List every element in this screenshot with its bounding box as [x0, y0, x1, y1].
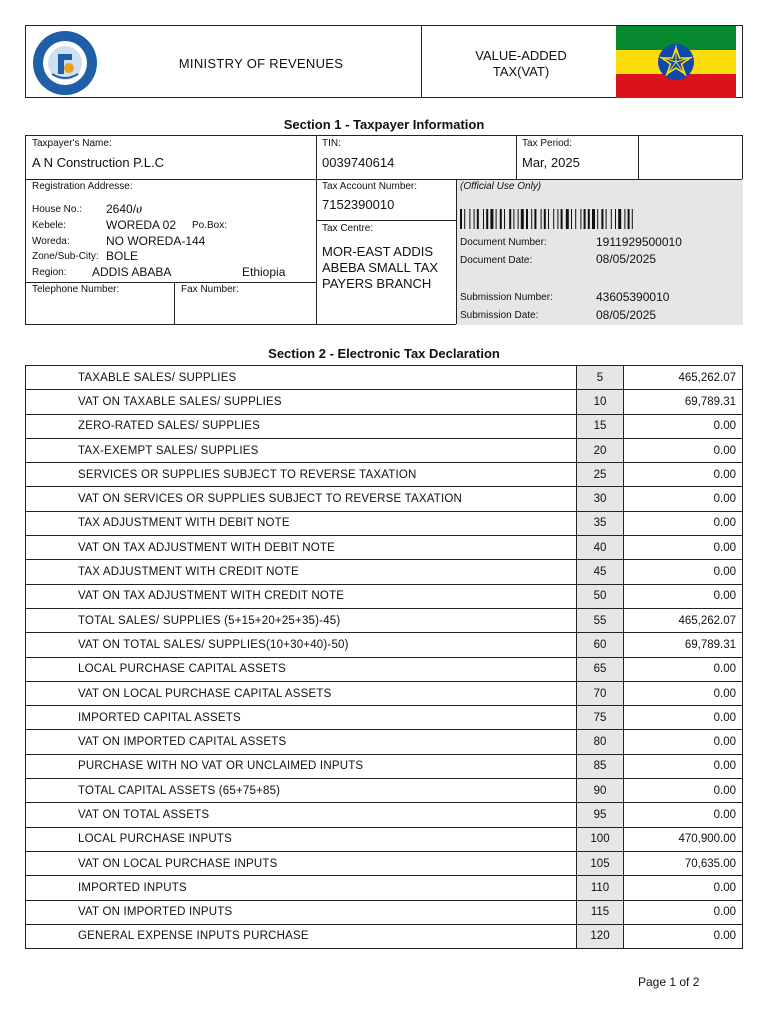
row-amount: 0.00 [624, 681, 743, 705]
pobox-label: Po.Box: [192, 220, 228, 231]
fax-label: Fax Number: [181, 284, 239, 295]
tax-centre-label: Tax Centre: [322, 223, 374, 234]
row-code: 45 [577, 560, 624, 584]
taxpayer-info-box [25, 135, 743, 325]
row-code: 110 [577, 876, 624, 900]
taxpayer-name: A N Construction P.L.C [32, 155, 164, 170]
table-row [26, 511, 743, 535]
row-description: VAT ON LOCAL PURCHASE INPUTS [26, 851, 577, 875]
row-amount: 0.00 [624, 511, 743, 535]
row-code: 60 [577, 633, 624, 657]
row-amount: 0.00 [624, 706, 743, 730]
table-row [26, 706, 743, 730]
ministry-name: MINISTRY OF REVENUES [178, 56, 344, 71]
tin-label: TIN: [322, 138, 341, 149]
kebele-value: WOREDA 02 [106, 218, 177, 232]
table-row [26, 779, 743, 803]
table-row [26, 608, 743, 632]
row-code: 65 [577, 657, 624, 681]
submission-number-label: Submission Number: [460, 292, 553, 303]
taxpayer-name-label: Taxpayer's Name: [32, 138, 112, 149]
row-description: VAT ON IMPORTED INPUTS [26, 900, 577, 924]
tax-centre-line-3: PAYERS BRANCH [322, 276, 432, 291]
row-description: GENERAL EXPENSE INPUTS PURCHASE [26, 924, 577, 948]
row-amount: 0.00 [624, 560, 743, 584]
row-description: PURCHASE WITH NO VAT OR UNCLAIMED INPUTS [26, 754, 577, 778]
row-amount: 69,789.31 [624, 390, 743, 414]
section-2-title: Section 2 - Electronic Tax Declaration [268, 346, 500, 361]
row-code: 75 [577, 706, 624, 730]
house-no-value: 2640/ሀ [106, 202, 143, 216]
submission-number-value: 43605390010 [596, 290, 670, 304]
row-code: 95 [577, 803, 624, 827]
row-code: 50 [577, 584, 624, 608]
row-description: VAT ON TOTAL SALES/ SUPPLIES(10+30+40)-50) [26, 633, 577, 657]
table-row [26, 463, 743, 487]
country-value: Ethiopia [242, 265, 286, 279]
row-code: 80 [577, 730, 624, 754]
row-amount: 0.00 [624, 414, 743, 438]
row-amount: 0.00 [624, 584, 743, 608]
row-description: ZERO-RATED SALES/ SUPPLIES [26, 414, 577, 438]
region-value: ADDIS ABABA [92, 265, 172, 279]
row-description: IMPORTED CAPITAL ASSETS [26, 706, 577, 730]
registration-address-label: Registration Addresse: [32, 181, 133, 192]
document-date-label: Document Date: [460, 255, 533, 266]
table-row [26, 900, 743, 924]
row-code: 40 [577, 536, 624, 560]
row-amount: 0.00 [624, 487, 743, 511]
row-code: 90 [577, 779, 624, 803]
row-code: 35 [577, 511, 624, 535]
row-description: VAT ON SERVICES OR SUPPLIES SUBJECT TO REVERSE TAXATION [26, 487, 577, 511]
table-row [26, 803, 743, 827]
table-row [26, 414, 743, 438]
row-amount: 0.00 [624, 463, 743, 487]
telephone-label: Telephone Number: [32, 284, 120, 295]
declaration-table [25, 365, 743, 949]
row-description: VAT ON TAX ADJUSTMENT WITH CREDIT NOTE [26, 584, 577, 608]
page-number: Page 1 of 2 [638, 975, 700, 989]
table-row [26, 924, 743, 948]
document-header [25, 25, 743, 98]
row-code: 10 [577, 390, 624, 414]
table-row [26, 438, 743, 462]
document-number-label: Document Number: [460, 237, 547, 248]
row-description: TAX ADJUSTMENT WITH DEBIT NOTE [26, 511, 577, 535]
row-code: 105 [577, 851, 624, 875]
table-row [26, 366, 743, 390]
row-description: VAT ON LOCAL PURCHASE CAPITAL ASSETS [26, 681, 577, 705]
row-description: IMPORTED INPUTS [26, 876, 577, 900]
row-amount: 0.00 [624, 730, 743, 754]
ethiopia-flag-icon [616, 26, 736, 98]
row-amount: 70,635.00 [624, 851, 743, 875]
row-amount: 0.00 [624, 900, 743, 924]
section-1-title: Section 1 - Taxpayer Information [283, 117, 485, 132]
row-amount: 0.00 [624, 779, 743, 803]
submission-date-value: 08/05/2025 [596, 308, 657, 322]
row-amount: 0.00 [624, 924, 743, 948]
row-code: 30 [577, 487, 624, 511]
row-amount: 465,262.07 [624, 608, 743, 632]
row-code: 5 [577, 366, 624, 390]
row-description: TAX-EXEMPT SALES/ SUPPLIES [26, 438, 577, 462]
row-amount: 0.00 [624, 754, 743, 778]
document-title [456, 48, 586, 80]
row-description: TOTAL SALES/ SUPPLIES (5+15+20+25+35)-45) [26, 608, 577, 632]
row-description: TAX ADJUSTMENT WITH CREDIT NOTE [26, 560, 577, 584]
row-amount: 0.00 [624, 803, 743, 827]
row-code: 20 [577, 438, 624, 462]
row-code: 120 [577, 924, 624, 948]
table-row [26, 584, 743, 608]
row-code: 115 [577, 900, 624, 924]
row-description: LOCAL PURCHASE INPUTS [26, 827, 577, 851]
barcode-icon [460, 209, 732, 229]
table-row [26, 681, 743, 705]
submission-date-label: Submission Date: [460, 310, 539, 321]
row-description: TOTAL CAPITAL ASSETS (65+75+85) [26, 779, 577, 803]
title-line-2: TAX(VAT) [492, 64, 550, 79]
row-amount: 0.00 [624, 438, 743, 462]
row-description: VAT ON TAXABLE SALES/ SUPPLIES [26, 390, 577, 414]
row-amount: 470,900.00 [624, 827, 743, 851]
zone-label: Zone/Sub-City: [32, 251, 99, 262]
tax-centre-line-2: ABEBA SMALL TAX [322, 260, 439, 275]
table-row [26, 754, 743, 778]
row-code: 15 [577, 414, 624, 438]
tax-centre-line-1: MOR-EAST ADDIS [322, 244, 434, 259]
table-row [26, 876, 743, 900]
row-code: 85 [577, 754, 624, 778]
row-amount: 0.00 [624, 657, 743, 681]
row-amount: 0.00 [624, 536, 743, 560]
region-label: Region: [32, 267, 67, 278]
zone-value: BOLE [106, 249, 139, 263]
table-row [26, 536, 743, 560]
table-row [26, 390, 743, 414]
title-line-1: VALUE-ADDED [475, 48, 567, 63]
official-use-label: (Official Use Only) [460, 181, 542, 192]
row-description: SERVICES OR SUPPLIES SUBJECT TO REVERSE TAXATION [26, 463, 577, 487]
row-code: 100 [577, 827, 624, 851]
table-row [26, 657, 743, 681]
table-row [26, 827, 743, 851]
document-date-value: 08/05/2025 [596, 252, 657, 266]
row-amount: 465,262.07 [624, 366, 743, 390]
tax-period-label: Tax Period: [522, 138, 573, 149]
table-row [26, 633, 743, 657]
table-row [26, 487, 743, 511]
row-code: 70 [577, 681, 624, 705]
tax-account-label: Tax Account Number: [322, 181, 418, 192]
row-description: TAXABLE SALES/ SUPPLIES [26, 366, 577, 390]
ministry-logo [32, 30, 98, 96]
row-amount: 0.00 [624, 876, 743, 900]
kebele-label: Kebele: [32, 220, 66, 231]
row-code: 25 [577, 463, 624, 487]
document-number-value: 1911929500010 [596, 235, 682, 249]
row-description: VAT ON TOTAL ASSETS [26, 803, 577, 827]
row-code: 55 [577, 608, 624, 632]
woreda-label: Woreda: [32, 236, 70, 247]
row-amount: 69,789.31 [624, 633, 743, 657]
tax-account-value: 7152390010 [322, 197, 395, 212]
tin-value: 0039740614 [322, 155, 395, 170]
table-row [26, 730, 743, 754]
row-description: VAT ON TAX ADJUSTMENT WITH DEBIT NOTE [26, 536, 577, 560]
tax-period-value: Mar, 2025 [522, 155, 580, 170]
row-description: LOCAL PURCHASE CAPITAL ASSETS [26, 657, 577, 681]
woreda-value: NO WOREDA-144 [106, 234, 206, 248]
table-row [26, 851, 743, 875]
house-no-label: House No.: [32, 204, 83, 215]
table-row [26, 560, 743, 584]
row-description: VAT ON IMPORTED CAPITAL ASSETS [26, 730, 577, 754]
